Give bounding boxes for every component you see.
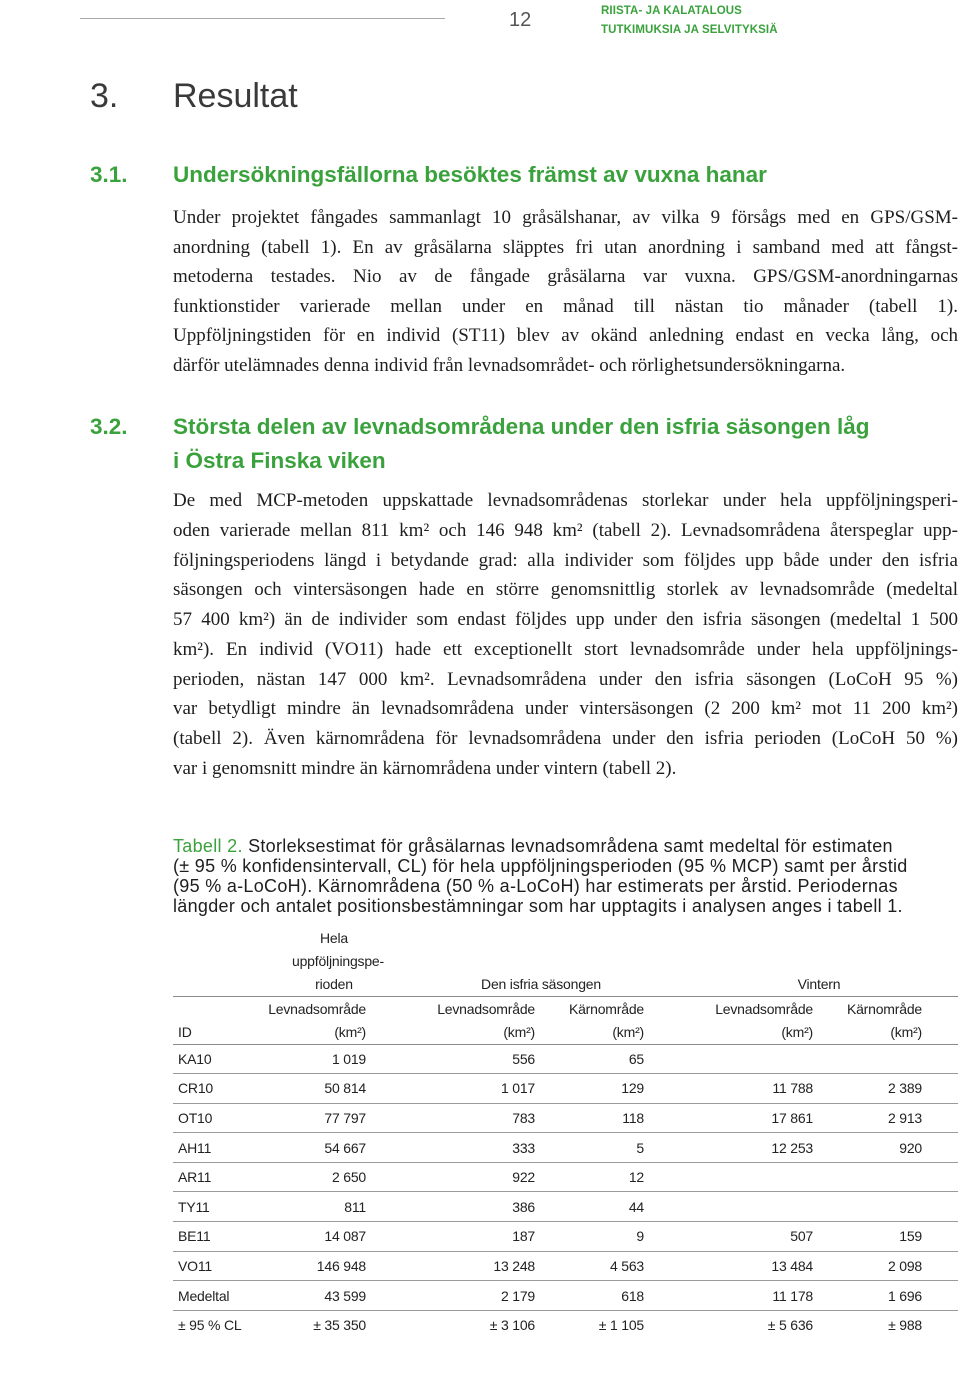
cell-full-period-home-range: 1 019	[260, 1044, 376, 1074]
cell-winter-core-area	[823, 1192, 958, 1222]
cell-id: Medeltal	[173, 1281, 260, 1311]
series-title-line-2: TUTKIMUKSIA JA SELVITYKSIÄ	[601, 24, 778, 36]
cell-winter-home-range	[654, 1192, 823, 1222]
cell-full-period-home-range: 43 599	[260, 1281, 376, 1311]
cell-winter-home-range: 12 253	[654, 1133, 823, 1163]
paragraph-line: anordning (tabell 1). En av gråsälarna släpptes fri utan anordning i samband med att fångst-	[173, 236, 958, 258]
paragraph-line: därför utelämnades denna individ från levnadsområdet- och rörlighetsundersökningarna.	[173, 354, 846, 376]
paragraph-line: (tabell 2). Även kärnområdena för levnadsområdena under den isfria perioden (LoCoH 50 %)	[173, 728, 958, 749]
cell-winter-core-area: 159	[823, 1222, 958, 1252]
paragraph-line: var betydligt mindre än levnadsområdena under vintersäsongen (2 200 km² mot 11 200 km²)	[173, 698, 958, 720]
cell-full-period-home-range: 54 667	[260, 1133, 376, 1163]
cell-summer-core-area: ± 1 105	[598, 1317, 644, 1334]
header-unit: (km²)	[260, 1021, 376, 1045]
paragraph-line: perioden, nästan 147 000 km². Levnadsområdena under den isfria säsongen (LoCoH 95 %)	[173, 668, 958, 690]
header-full-period: Hela	[320, 929, 348, 946]
cell-full-period-home-range: 77 797	[260, 1103, 376, 1133]
header-measure: Levnadsområde	[268, 1000, 366, 1017]
cell-winter-core-area: ± 988	[888, 1317, 922, 1334]
cell-id: AR11	[173, 1162, 260, 1192]
header-rule	[80, 18, 445, 19]
table-row	[173, 1133, 958, 1163]
cell-summer-home-range: 13 248	[376, 1251, 545, 1281]
table-row	[173, 1281, 958, 1311]
table-row	[173, 1192, 958, 1222]
cell-winter-home-range	[654, 1162, 823, 1192]
cell-summer-core-area: 9	[545, 1222, 654, 1252]
cell-summer-core-area: 5	[545, 1133, 654, 1163]
body-paragraph	[173, 203, 958, 381]
caption-text: Storleksestimat för gråsälarnas levnadsområdena samt medeltal för estimaten	[248, 836, 893, 856]
header-unit: (km²)	[823, 1021, 958, 1045]
cell-winter-core-area: 2 913	[823, 1103, 958, 1133]
paragraph-line: var i genomsnitt mindre än kärnområdena under vintern (tabell 2).	[173, 757, 677, 779]
cell-id: OT10	[173, 1103, 260, 1133]
cell-winter-core-area	[823, 1162, 958, 1192]
cell-id: ± 95 % CL	[178, 1317, 242, 1334]
cell-winter-core-area: 2 389	[823, 1074, 958, 1104]
header-full-period: uppföljningspe-	[292, 952, 384, 969]
paragraph-line: följningsperiodens längd i betydande grad: alla individer som följdes upp både under den isfria	[173, 549, 958, 571]
header-unit: (km²)	[376, 1021, 545, 1045]
cell-winter-home-range	[654, 1044, 823, 1074]
table-header-row	[173, 950, 958, 973]
cell-winter-home-range: 507	[654, 1222, 823, 1252]
chapter-number: 3.	[90, 77, 119, 115]
paragraph-line: Under projektet fångades sammanlagt 10 gråsälshanar, av vilka 9 försågs med en GPS/GSM-	[173, 207, 958, 228]
page-number: 12	[509, 9, 532, 31]
caption-line: längder och antalet positionsbestämningar som har upptagits i analysen anges i tabell 1.	[173, 896, 903, 916]
cell-winter-core-area: 920	[823, 1133, 958, 1163]
cell-full-period-home-range: 50 814	[260, 1074, 376, 1104]
header-measure: Kärnområde	[568, 1000, 644, 1017]
cell-id: AH11	[173, 1133, 260, 1163]
header-winter-group: Vintern	[654, 973, 958, 997]
cell-full-period-home-range: 811	[260, 1192, 376, 1222]
caption-line: (± 95 % konfidensintervall, CL) för hela uppföljningsperioden (95 % MCP) samt per årstid	[173, 856, 908, 876]
header-empty-cell	[173, 996, 260, 1021]
cell-summer-core-area: 44	[545, 1192, 654, 1222]
table-header-row	[173, 1021, 958, 1045]
header-measure: Kärnområde	[846, 1000, 922, 1017]
cell-summer-home-range: ± 3 106	[489, 1317, 535, 1334]
cell-summer-home-range: 386	[376, 1192, 545, 1222]
section-title-line: i Östra Finska viken	[173, 448, 386, 473]
cell-winter-home-range: 17 861	[654, 1103, 823, 1133]
table-header-row	[173, 996, 958, 1021]
section-number: 3.2.	[90, 414, 128, 439]
cell-id: VO11	[173, 1251, 260, 1281]
chapter-title: Resultat	[173, 77, 298, 115]
table-row	[173, 1162, 958, 1192]
header-id: ID	[173, 1021, 260, 1045]
cell-winter-home-range: 13 484	[654, 1251, 823, 1281]
cell-summer-core-area: 129	[545, 1074, 654, 1104]
cell-full-period-home-range: 146 948	[260, 1251, 376, 1281]
table-row	[173, 1074, 958, 1104]
header-measure: Levnadsområde	[437, 1000, 535, 1017]
cell-id: BE11	[173, 1222, 260, 1252]
caption-line	[173, 836, 958, 856]
cell-id: CR10	[173, 1074, 260, 1104]
caption-label: Tabell 2.	[173, 836, 243, 856]
paragraph-line: Uppföljningstiden för en individ (ST11) blev av okänd anledning endast en vecka lång, och	[173, 325, 958, 347]
table-body	[173, 1044, 958, 1339]
series-title-line-1: RIISTA- JA KALATALOUS	[601, 5, 742, 17]
cell-summer-core-area: 618	[545, 1281, 654, 1311]
cell-summer-core-area: 4 563	[545, 1251, 654, 1281]
cell-winter-home-range: 11 178	[654, 1281, 823, 1311]
paragraph-line: oden varierade mellan 811 km² och 146 948 km² (tabell 2). Levnadsområdena återspeglar upp-	[173, 519, 958, 541]
cell-summer-home-range: 1 017	[376, 1074, 545, 1104]
table-row	[173, 1103, 958, 1133]
table-row	[173, 1251, 958, 1281]
header-summer-group: Den isfria säsongen	[376, 973, 654, 997]
header-empty-cell	[376, 950, 958, 973]
table-header-row	[173, 927, 958, 950]
header-empty-cell	[173, 973, 260, 997]
cell-full-period-home-range: 14 087	[260, 1222, 376, 1252]
section-title	[173, 410, 869, 478]
paragraph-line: 57 400 km²) än de individer som endast följdes upp under den isfria säsongen (medeltal 1 500	[173, 609, 958, 630]
cell-summer-home-range: 187	[376, 1222, 545, 1252]
cell-winter-core-area	[823, 1044, 958, 1074]
cell-summer-home-range: 922	[376, 1162, 545, 1192]
table-row	[173, 1222, 958, 1252]
cell-full-period-home-range: ± 35 350	[313, 1317, 366, 1334]
section-title: Undersökningsfällorna besöktes främst av vuxna hanar	[173, 162, 767, 187]
body-paragraph	[173, 486, 958, 784]
header-unit: (km²)	[654, 1021, 823, 1045]
cell-id: TY11	[173, 1192, 260, 1222]
paragraph-line: funktionstider varierade mellan under en månad till nästan tio månader (tabell 1).	[173, 295, 958, 317]
cell-winter-home-range: 11 788	[654, 1074, 823, 1104]
caption-line: (95 % a-LoCoH). Kärnområdena (50 % a-LoCoH) har estimerats per årstid. Periodernas	[173, 876, 898, 896]
cell-summer-core-area: 65	[545, 1044, 654, 1074]
cell-summer-core-area: 12	[545, 1162, 654, 1192]
cell-winter-home-range: ± 5 636	[767, 1317, 813, 1334]
cell-summer-home-range: 2 179	[376, 1281, 545, 1311]
cell-summer-core-area: 118	[545, 1103, 654, 1133]
table-caption	[173, 836, 958, 916]
cell-id: KA10	[173, 1044, 260, 1074]
cell-summer-home-range: 783	[376, 1103, 545, 1133]
header-full-period: rioden	[260, 973, 376, 997]
header-empty-cell	[173, 950, 260, 973]
header-measure: Levnadsområde	[715, 1000, 813, 1017]
table-row	[173, 1044, 958, 1074]
cell-summer-home-range: 556	[376, 1044, 545, 1074]
cell-summer-home-range: 333	[376, 1133, 545, 1163]
cell-winter-core-area: 1 696	[823, 1281, 958, 1311]
header-empty-cell	[376, 927, 958, 950]
paragraph-line: metoderna testades. Nio av de fångade gråsälarna var vuxna. GPS/GSM-anordningarnas	[173, 266, 958, 288]
cell-winter-core-area: 2 098	[823, 1251, 958, 1281]
cell-full-period-home-range: 2 650	[260, 1162, 376, 1192]
table-row	[173, 1310, 958, 1339]
header-empty-cell	[173, 927, 260, 950]
paragraph-line: km²). En individ (VO11) hade ett exceptionellt stort levnadsområde under hela uppföljnings-	[173, 638, 958, 660]
home-range-table	[173, 927, 958, 1340]
section-number: 3.1.	[90, 162, 128, 187]
header-unit: (km²)	[545, 1021, 654, 1045]
section-title-line: Största delen av levnadsområdena under den isfria säsongen låg	[173, 414, 870, 439]
paragraph-line: säsongen och vintersäsongen hade en större genomsnittlig storlek av levnadsområde (medeltal	[173, 579, 958, 601]
paragraph-line: De med MCP-metoden uppskattade levnadsområdenas storlekar under hela uppföljningsperi-	[173, 490, 958, 511]
table-header-row	[173, 973, 958, 997]
